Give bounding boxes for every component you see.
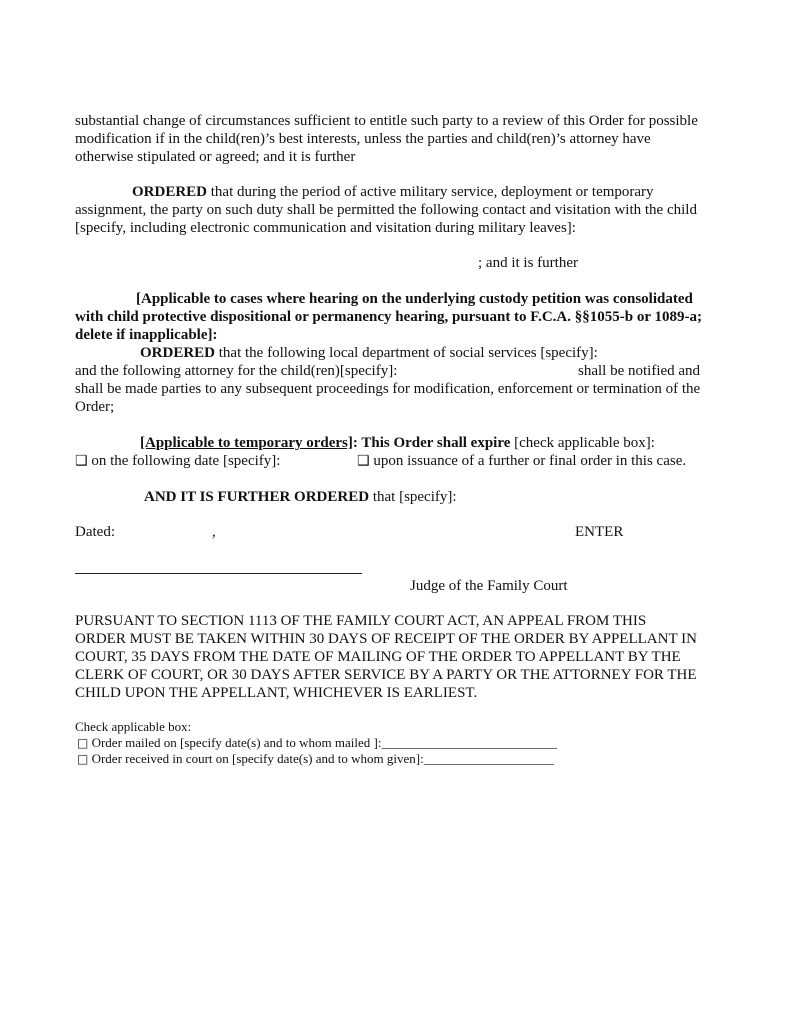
paragraph-change-of-circumstances <box>75 112 735 166</box>
and-it-is-further-text: ; and it is further <box>478 255 578 271</box>
text-line <box>75 344 735 362</box>
dated-comma: , <box>212 524 216 540</box>
notice-line: ORDER MUST BE TAKEN WITHIN 30 DAYS OF RECEIPT OF THE ORDER BY APPELLANT IN <box>75 631 697 647</box>
notice-line: PURSUANT TO SECTION 1113 OF THE FAMILY COURT ACT, AN APPEAL FROM THIS <box>75 613 647 629</box>
option-label: on the following date [specify]: <box>91 453 281 469</box>
text-line: modification if in the child(ren)’s best interests, unless the parties and child(ren)’s attorney have <box>75 131 651 147</box>
text-line: Order; <box>75 399 115 415</box>
temporary-orders-label: [Applicable to temporary orders] <box>140 435 353 451</box>
text-line: otherwise stipulated or agreed; and it is further <box>75 149 356 165</box>
check-item-label: Order received in court on [specify date(s) and to whom given]:____________________ <box>91 751 554 766</box>
text-fragment: that [specify]: <box>369 489 457 505</box>
judge-label: Judge of the Family Court <box>410 578 568 594</box>
paragraph-military-service <box>75 183 735 237</box>
checkbox-icon[interactable]: □ <box>77 736 89 750</box>
heading-line: with child protective dispositional or permanency hearing, pursuant to F.C.A. §§1055-b or 1089-a; <box>75 309 702 325</box>
signature-line <box>75 573 362 574</box>
check-item-label: Order mailed on [specify date(s) and to whom mailed ]:___________________________ <box>91 735 557 750</box>
text-line: [specify, including electronic communication and visitation during military leaves]: <box>75 220 576 236</box>
text-line: and the following attorney for the child(ren)[specify]: <box>75 363 398 379</box>
further-ordered-label: AND IT IS FURTHER ORDERED <box>144 489 370 505</box>
check-applicable-text: [check applicable box]: <box>510 435 655 451</box>
expire-option-further-order[interactable] <box>357 452 686 470</box>
order-expire-label: : This Order shall expire <box>352 435 511 451</box>
enter-label: ENTER <box>575 524 624 540</box>
checkbox-icon[interactable]: ❑ <box>75 453 88 469</box>
ordered-label: ORDERED <box>132 184 208 200</box>
notice-line: CHILD UPON THE APPELLANT, WHICHEVER IS EARLIEST. <box>75 685 478 701</box>
text-fragment: that during the period of active military service, deployment or temporary <box>207 184 654 200</box>
notice-line: CLERK OF COURT, OR 30 DAYS AFTER SERVICE BY A PARTY OR THE ATTORNEY FOR THE <box>75 667 697 683</box>
shall-be-notified-text: shall be notified and <box>578 363 701 379</box>
check-section <box>75 719 735 767</box>
heading-line: delete if inapplicable]: <box>75 327 218 343</box>
option-label: upon issuance of a further or final order in this case. <box>373 453 687 469</box>
temporary-orders-line <box>140 434 655 452</box>
heading-line: [Applicable to cases where hearing on the underlying custody petition was consolidated <box>136 291 693 307</box>
text-fragment: that the following local department of social services [specify]: <box>215 345 598 361</box>
notice-line: COURT, 35 DAYS FROM THE DATE OF MAILING OF THE ORDER TO APPELLANT BY THE <box>75 649 681 665</box>
text-line: substantial change of circumstances sufficient to entitle such party to a review of this Order for possible <box>75 113 698 129</box>
expire-option-date[interactable] <box>75 452 280 470</box>
dated-label: Dated: <box>75 524 115 540</box>
check-item-received[interactable] <box>75 751 735 767</box>
text-line <box>75 183 735 201</box>
text-line: shall be made parties to any subsequent proceedings for modification, enforcement or termination of the <box>75 381 701 397</box>
check-section-label: Check applicable box: <box>75 719 192 734</box>
check-item-mailed[interactable] <box>75 735 735 751</box>
appeal-notice <box>75 612 735 702</box>
checkbox-icon[interactable]: □ <box>77 752 89 766</box>
paragraph-consolidated-hearing <box>75 290 735 416</box>
ordered-label: ORDERED <box>140 345 216 361</box>
text-line: assignment, the party on such duty shall be permitted the following contact and visitation with the child <box>75 202 697 218</box>
checkbox-icon[interactable]: ❑ <box>357 453 370 469</box>
temporary-orders-heading <box>140 435 510 451</box>
further-ordered-line <box>144 488 457 506</box>
